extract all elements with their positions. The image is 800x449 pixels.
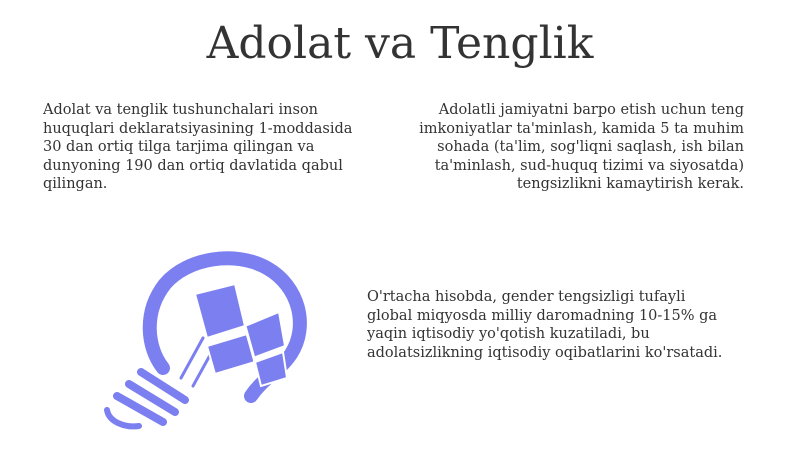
left-paragraph: Adolat va tenglik tushunchalari inson huquqlari deklaratsiyasining 1-moddasida 30 dan ortiq tilga tarjima qilingan va dunyoning 190 dan ortiq davlatida qabul qilingan. xyxy=(43,102,353,192)
lightbulb-with-books-icon xyxy=(95,250,315,430)
bottom-paragraph: O'rtacha hisobda, gender tengsizligi tufayli global miqyosda milliy daromadning 10-15% ga yaqin iqtisodiy yo'qotish kuzatiladi, bu adolatsizlikning iqtisodiy oqibatlarini ko'rsatadi. xyxy=(367,289,723,361)
slide-title: Adolat va Tenglik xyxy=(206,18,594,69)
right-paragraph: Adolatli jamiyatni barpo etish uchun teng imkoniyatlar ta'minlash, kamida 5 ta muhim sohada (ta'lim, sog'liqni saqlash, ish bilan ta'minlash, sud-huquq tizimi va siyosatda) tengsizlikni kamaytirish kerak. xyxy=(419,102,744,192)
